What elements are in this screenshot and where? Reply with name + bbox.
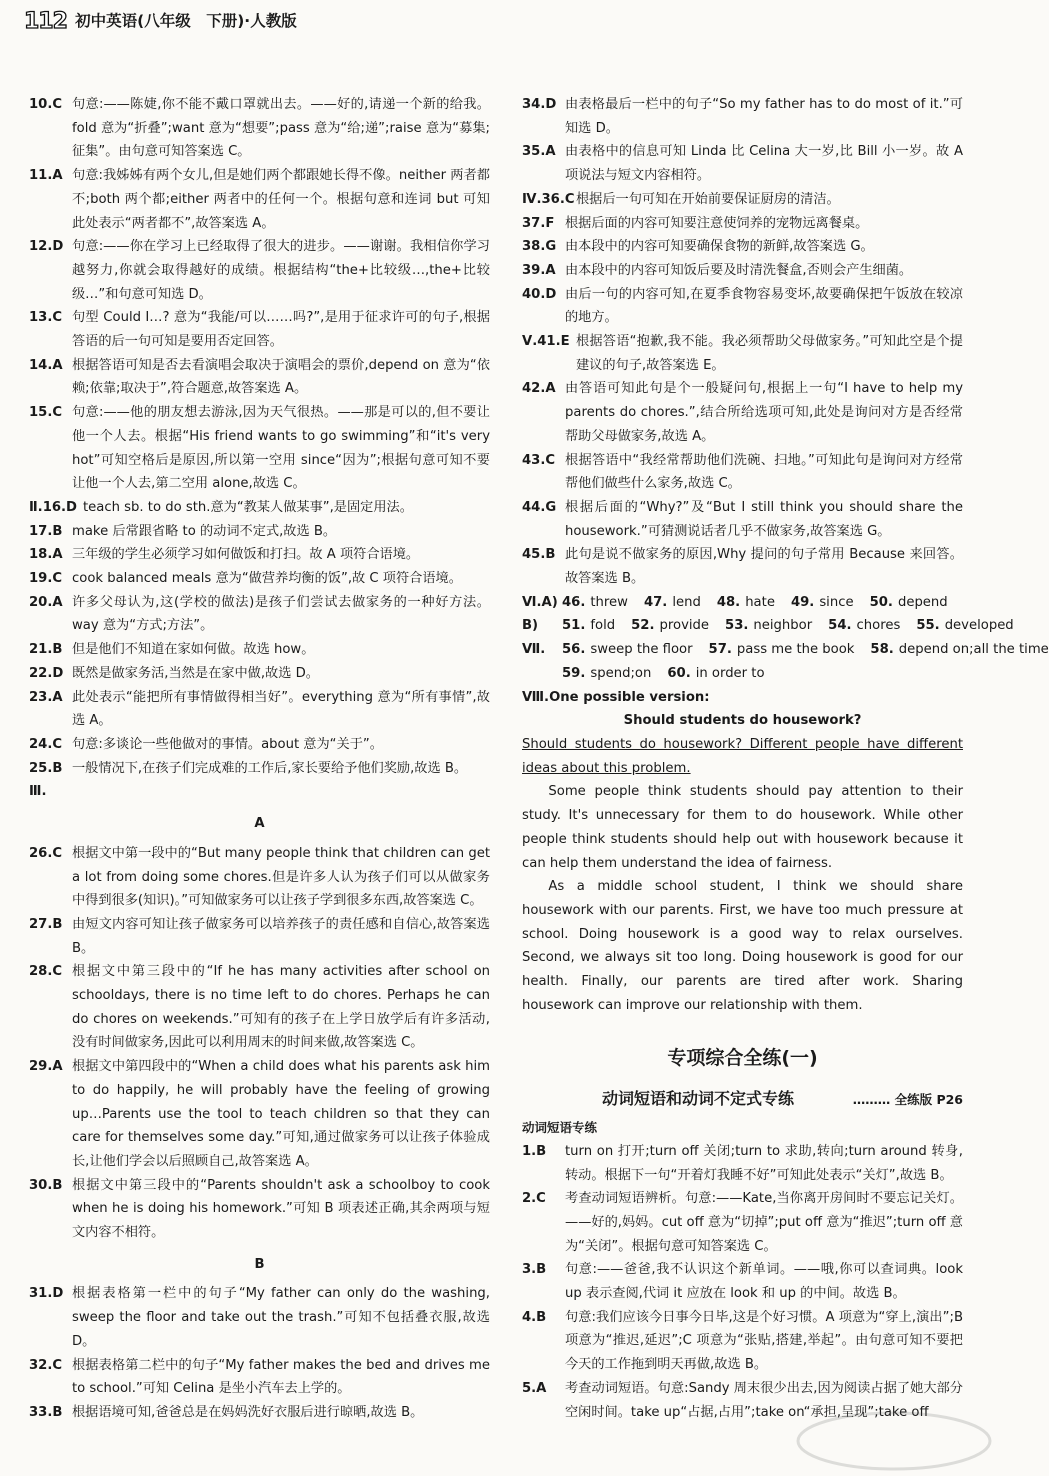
answer-explanation: 根据答语“抱歉,我不能。我必须帮助父母做家务。”可知此空是个提建议的句子,故答案选 E。 — [576, 334, 963, 373]
fill-in-number: 56. — [562, 642, 586, 658]
answer-number: 42.A — [522, 381, 556, 397]
fill-in-word: developed — [944, 618, 1014, 634]
answer-explanation: 句型 Could I…? 意为“我能/可以……吗?”,是用于征求许可的句子,根据答语的后一句可知是要用否定回答。 — [72, 310, 490, 350]
fill-in-number: 58. — [870, 642, 894, 658]
answer-entry — [522, 543, 963, 590]
answer-explanation: 根据文中第四段中的“When a child does what his parents ask him to do happily, he will probably have the feeling of growing up…Parents use the tool to teach children so that they can care for themselves some day.”可知,通过做家务可以让孩子体验成长,让他们学会以后照顾自己,故答案选 A。 — [72, 1059, 490, 1169]
answer-number: 27.B — [29, 916, 63, 932]
answer-explanation: 根据文中第一段中的“But many people think that children can get a lot from doing some chores.但是许多人认为孩子们可以从做家务中得到很多(知识)。”可知做家务可以让孩子学到很多东西,故答案选 C。 — [72, 845, 490, 909]
answer-number: 12.D — [29, 239, 64, 255]
answer-entry — [29, 662, 490, 686]
fill-in-answer — [828, 614, 900, 638]
page-number: 112 — [24, 9, 67, 34]
answer-explanation: 句意:我姊姊有两个女儿,但是她们两个都跟她长得不像。neither 两者都不;both 两个都;either 两者中的任何一个。根据句意和连词 but 可知此处表示“两者都不”,故答案选 A。 — [72, 168, 490, 231]
answer-number: 22.D — [29, 665, 64, 681]
answer-explanation: 由本段中的内容可知要确保食物的新鲜,故答案选 G。 — [565, 239, 874, 255]
special-practice-subtitle — [522, 1087, 963, 1112]
fill-in-answer — [870, 638, 1048, 662]
passage-label: A — [254, 816, 265, 832]
answer-number: Ⅳ.36.C — [522, 191, 575, 207]
essay-paragraph: Some people think students should pay attention to their study. It's unnecessary for them to do housework. While other people think students should help out with housework because it can help them understand the idea of fairness. — [522, 784, 963, 871]
answer-number: 31.D — [29, 1286, 64, 1302]
answer-entry — [29, 401, 490, 496]
fill-in-answer — [562, 614, 615, 638]
answer-explanation: 根据表格第一栏中的句子“My father can only do the washing, sweep the floor and take out the trash.”可知不包括叠衣服,故选 D。 — [72, 1286, 490, 1349]
answer-number: 44.G — [522, 499, 557, 515]
fill-in-word: depend on;all the time — [898, 642, 1049, 658]
right-column — [522, 93, 1049, 1424]
answer-explanation: 三年级的学生必须学习如何做饭和打扫。故 A 项符合语境。 — [72, 547, 420, 563]
answer-explanation: 句意:——爸爸,我不认识这个新单词。——哦,你可以查词典。look up 表示查阅,代词 it 应放在 look 和 up 的中间。故选 B。 — [565, 1262, 963, 1302]
answer-number: 28.C — [29, 964, 63, 980]
answer-explanation: 根据后一句可知在开始前要保证厨房的清洁。 — [576, 191, 840, 207]
answer-number: 45.B — [522, 547, 556, 563]
fill-in-answer — [562, 638, 693, 662]
essay-block — [522, 780, 963, 875]
answer-number: 19.C — [29, 571, 63, 587]
fill-in-word: depend — [897, 594, 948, 610]
answer-number: 11.A — [29, 168, 63, 184]
answer-explanation: teach sb. to do sth.意为“教某人做某事”,是固定用法。 — [83, 499, 413, 515]
passage-label: B — [254, 1256, 265, 1272]
answer-number: 4.B — [522, 1309, 547, 1325]
answer-entry — [29, 686, 490, 733]
answer-explanation: 句意:——你在学习上已经取得了很大的进步。——谢谢。我相信你学习越努力,你就会取得越好的成绩。根据结构“the+比较级…,the+比较级…”和句意可知选 D。 — [72, 239, 490, 302]
answer-explanation: cook balanced meals 意为“做营养均衡的饭”,故 C 项符合语境。 — [72, 571, 462, 587]
answer-entry — [522, 235, 963, 259]
answer-explanation: 根据文中第三段中的“If he has many activities after school on schooldays, there is no time left to do chores. Perhaps he can do chores on weekends.”可知有的孩子在上学日放学后有许多活动,没有时间做家务,因此可以利用周末的时间来做,故答案选 C。 — [72, 964, 490, 1051]
answer-number: 33.B — [29, 1404, 63, 1420]
fill-in-row — [522, 591, 963, 615]
fill-in-word: threw — [590, 594, 628, 610]
answer-entry — [29, 1354, 490, 1401]
answer-entry — [29, 757, 490, 781]
fill-in-word: sweep the floor — [590, 642, 693, 658]
answer-number: 32.C — [29, 1357, 63, 1373]
answer-number: 25.B — [29, 760, 63, 776]
answer-number: 23.A — [29, 689, 63, 705]
answer-number: 14.A — [29, 357, 63, 373]
answer-explanation: 考查动词短语辨析。句意:——Kate,当你离开房间时不要忘记关灯。——好的,妈妈。cut off 意为“切掉”;put off 意为“推迟”;turn off 意为“关闭”。根据句意可知答案选 C。 — [565, 1191, 963, 1254]
row-marker: B) — [522, 618, 539, 634]
answer-entry — [522, 1258, 963, 1305]
fill-in-answer — [709, 638, 855, 662]
fill-in-answer — [562, 591, 628, 615]
fill-in-number: 47. — [643, 594, 668, 610]
answer-number: 40.D — [522, 286, 557, 302]
answer-entry — [29, 733, 490, 757]
answer-number: 35.A — [522, 144, 556, 160]
answer-number: 37.F — [522, 215, 555, 231]
fill-in-number: 49. — [790, 594, 815, 610]
answer-number: 34.D — [522, 97, 557, 112]
answer-entry — [522, 93, 963, 140]
fill-in-answer — [562, 662, 651, 686]
subtitle-text: 动词短语和动词不定式专练 — [602, 1089, 795, 1109]
fill-in-answer — [870, 591, 948, 615]
answer-explanation: 根据后面的内容可知要注意使饲养的宠物远离餐桌。 — [565, 215, 869, 231]
fill-in-number: 55. — [916, 618, 940, 634]
answer-entry — [29, 306, 490, 353]
answer-explanation: 由表格中的信息可知 Linda 比 Celina 大一岁,比 Bill 小一岁。故 A 项说法与短文内容相符。 — [565, 144, 963, 184]
answer-explanation: 句意:——他的朋友想去游泳,因为天气很热。——那是可以的,但不要让他一个人去。根据“His friend wants to go swimming”和“it's very hot”可知空格后是原因,所以第一空用 since“因为”;根据句意可知不要让他一个人去,第二空用 alone,故选 C。 — [72, 405, 490, 492]
page-reference: ……… 全练版 P26 — [852, 1092, 963, 1108]
answer-number: Ⅱ.16.D — [29, 499, 78, 515]
answer-explanation: 由后一句的内容可知,在夏季食物容易变坏,故要确保把午饭放在较凉的地方。 — [565, 286, 963, 326]
fill-in-number: 57. — [708, 642, 732, 658]
answer-explanation: 由表格最后一栏中的句子“So my father has to do most of it.”可知选 D。 — [565, 97, 963, 136]
answer-entry — [29, 543, 490, 567]
answer-number: 3.B — [522, 1262, 547, 1278]
fill-in-number: 52. — [631, 618, 655, 634]
answer-explanation: 一般情况下,在孩子们完成难的工作后,家长要给予他们奖励,故选 B。 — [72, 760, 468, 776]
watermark-stamp — [794, 1410, 994, 1472]
answer-number: 43.C — [522, 452, 556, 468]
fill-in-word: hate — [745, 594, 775, 610]
answer-entry — [522, 1140, 963, 1187]
fill-in-word: in order to — [695, 665, 765, 681]
answer-number: 39.A — [522, 262, 556, 278]
answer-number: 21.B — [29, 642, 63, 658]
section-marker: Ⅷ.One possible version: — [522, 689, 710, 705]
fill-in-word: spend;on — [590, 665, 652, 681]
answer-explanation: 根据答语中“我经常帮助他们洗碗、扫地。”可知此句是询问对方经常帮他们做些什么家务,故选 C。 — [565, 452, 963, 492]
essay-paragraph: As a middle school student, I think we should share housework with our parents. First, we have too much pressure at school. Doing housework is a good way to relax ourselves. Second, we always sit too long. Doing housework is good for our health. Finally, our parents are tired after work. Sharing housework can improve our relationship with them. — [522, 879, 963, 1013]
answer-entry — [29, 1055, 490, 1174]
essay-paragraph: Should students do housework? Different people have different ideas about this problem. — [522, 736, 963, 776]
answer-number: 20.A — [29, 594, 63, 610]
answer-entry — [29, 960, 490, 1055]
fill-in-row — [522, 638, 1049, 662]
answer-explanation: 此句是说不做家务的原因,Why 提问的句子常用 Because 来回答。故答案选 B。 — [565, 547, 963, 587]
answer-entry — [522, 1306, 963, 1377]
answer-entry — [29, 164, 490, 235]
answer-entry — [522, 1187, 963, 1258]
answer-explanation: 但是他们不知道在家如何做。故选 how。 — [72, 642, 315, 658]
fill-in-number: 51. — [562, 618, 586, 634]
special-practice-title: 专项综合全练(一) — [667, 1047, 818, 1070]
answer-number: 18.A — [29, 547, 63, 563]
answer-entry — [522, 496, 963, 543]
fill-in-answer — [791, 591, 854, 615]
answer-number: 2.C — [522, 1191, 546, 1207]
answer-number: 24.C — [29, 736, 63, 752]
answer-entry — [29, 1401, 490, 1425]
answer-number: Ⅴ.41.E — [522, 334, 570, 350]
answer-entry — [522, 259, 963, 283]
answer-number: 29.A — [29, 1059, 63, 1075]
answer-entry — [522, 330, 963, 377]
answer-entry — [29, 842, 490, 913]
answer-entry — [522, 377, 963, 448]
answer-entry — [29, 567, 490, 591]
page-header — [24, 10, 297, 50]
fill-in-answer — [667, 662, 764, 686]
fill-in-number: 50. — [869, 594, 893, 610]
answer-explanation: 由答语可知此句是个一般疑问句,根据上一句“I have to help my parents do chores.”,结合所给选项可知,此处是询问对方是否经常帮助父母做家务,故选 A。 — [565, 381, 963, 444]
answer-entry — [29, 235, 490, 306]
answer-explanation: 由短文内容可知让孩子做家务可以培养孩子的责任感和自信心,故答案选 B。 — [72, 916, 490, 956]
fill-in-word: pass me the book — [736, 642, 855, 658]
left-column — [29, 93, 490, 1425]
answer-explanation: 由本段中的内容可知饭后要及时清洗餐盒,否则会产生细菌。 — [565, 262, 913, 278]
fill-in-answer — [717, 591, 775, 615]
book-title: 初中英语(八年级 下册)·人教版 — [75, 12, 297, 30]
section-marker: Ⅲ. — [29, 784, 47, 800]
fill-in-answer — [631, 614, 709, 638]
practice-heading: 动词短语专练 — [522, 1120, 598, 1136]
fill-in-answer — [916, 614, 1013, 638]
answer-explanation: 此处表示“能把所有事情做得相当好”。everything 意为“所有事情”,故选 A。 — [72, 689, 490, 729]
fill-in-number: 59. — [562, 665, 586, 681]
essay-title: Should students do housework? — [623, 713, 862, 729]
fill-in-word: lend — [672, 594, 701, 610]
answer-number: 1.B — [522, 1143, 547, 1159]
answer-entry — [522, 212, 963, 236]
fill-in-word: provide — [659, 618, 710, 634]
fill-in-number: 46. — [562, 594, 586, 610]
answer-explanation: make 后常跟省略 to 的动词不定式,故选 B。 — [72, 523, 337, 539]
answer-explanation: 句意:我们应该今日事今日毕,这是个好习惯。A 项意为“穿上,演出”;B 项意为“推迟,延迟”;C 项意为“张贴,搭建,举起”。由句意可知不要把今天的工作拖到明天再做,故选 B。 — [565, 1309, 963, 1373]
answer-entry — [29, 520, 490, 544]
answer-number: 38.G — [522, 239, 557, 255]
answer-entry — [522, 283, 963, 330]
answer-number: 17.B — [29, 523, 63, 539]
fill-in-word: neighbor — [753, 618, 813, 634]
answer-entry — [29, 496, 490, 520]
answer-entry — [522, 140, 963, 187]
answer-explanation: 既然是做家务活,当然是在家中做,故选 D。 — [72, 665, 319, 681]
answer-entry — [522, 449, 963, 496]
answer-number: 5.A — [522, 1380, 547, 1396]
answer-number: 13.C — [29, 310, 63, 326]
fill-in-number: 48. — [716, 594, 741, 610]
answer-entry — [29, 354, 490, 401]
answer-number: 30.B — [29, 1177, 63, 1193]
row-marker: Ⅶ. — [522, 642, 546, 658]
answer-explanation: 根据文中第三段中的“Parents shouldn't ask a schoolboy to cook when he is doing his homework.”可知 B 项表述正确,其余两项与短文内容不相符。 — [72, 1177, 490, 1241]
answer-explanation: 根据语境可知,爸爸总是在妈妈洗好衣服后进行晾晒,故选 B。 — [72, 1404, 424, 1420]
answer-explanation: 句意:多谈论一些他做对的事情。about 意为“关于”。 — [72, 736, 383, 752]
answer-entry — [29, 1174, 490, 1245]
fill-in-answer — [725, 614, 812, 638]
answer-explanation: 句意:——陈婕,你不能不戴口罩就出去。——好的,请递一个新的给我。fold 意为“折叠”;want 意为“想要”;pass 意为“给;递”;raise 意为“募集;征集”。由句意可知答案选 C。 — [72, 97, 490, 160]
fill-in-row — [522, 662, 963, 686]
fill-in-number: 54. — [828, 618, 852, 634]
answer-entry — [522, 188, 963, 212]
answer-explanation: 许多父母认为,这(学校的做法)是孩子们尝试去做家务的一种好方法。way 意为“方式;方法”。 — [72, 594, 490, 634]
fill-in-row — [522, 614, 1014, 638]
fill-in-word: fold — [590, 618, 616, 634]
answer-entry — [29, 591, 490, 638]
fill-in-number: 60. — [667, 665, 691, 681]
answer-number: 15.C — [29, 405, 63, 421]
essay-block — [522, 875, 963, 1017]
fill-in-word: since — [819, 594, 854, 610]
answer-explanation: 根据答语可知是否去看演唱会取决于演唱会的票价,depend on 意为“依赖;依靠;取决于”,符合题意,故答案选 A。 — [72, 357, 490, 397]
answer-explanation: 考查动词短语。句意:Sandy 周末很少出去,因为阅读占据了她大部分空闲时间。take up“占据,占用”;take on“承担,呈现”;take off — [565, 1380, 963, 1420]
essay-block — [522, 733, 963, 780]
answer-number: 26.C — [29, 845, 63, 861]
fill-in-number: 53. — [725, 618, 749, 634]
fill-in-word: chores — [856, 618, 901, 634]
answer-explanation: turn on 打开;turn off 关闭;turn to 求助,转向;turn around 转身,转动。根据下一句“开着灯我睡不好”可知此处表示“关灯”,故选 B。 — [565, 1143, 963, 1183]
answer-entry — [29, 913, 490, 960]
answer-entry — [29, 638, 490, 662]
row-marker: Ⅵ.A) — [522, 594, 558, 610]
answer-entry — [29, 93, 490, 164]
fill-in-answer — [644, 591, 701, 615]
answer-explanation: 根据表格第二栏中的句子“My father makes the bed and drives me to school.”可知 Celina 是坐小汽车去上学的。 — [72, 1357, 490, 1397]
answer-entry — [29, 1282, 490, 1353]
answer-number: 10.C — [29, 97, 63, 112]
answer-explanation: 根据后面的“Why?”及“But I still think you should share the housework.”可猜测说话者几乎不做家务,故答案选 G。 — [565, 499, 963, 539]
